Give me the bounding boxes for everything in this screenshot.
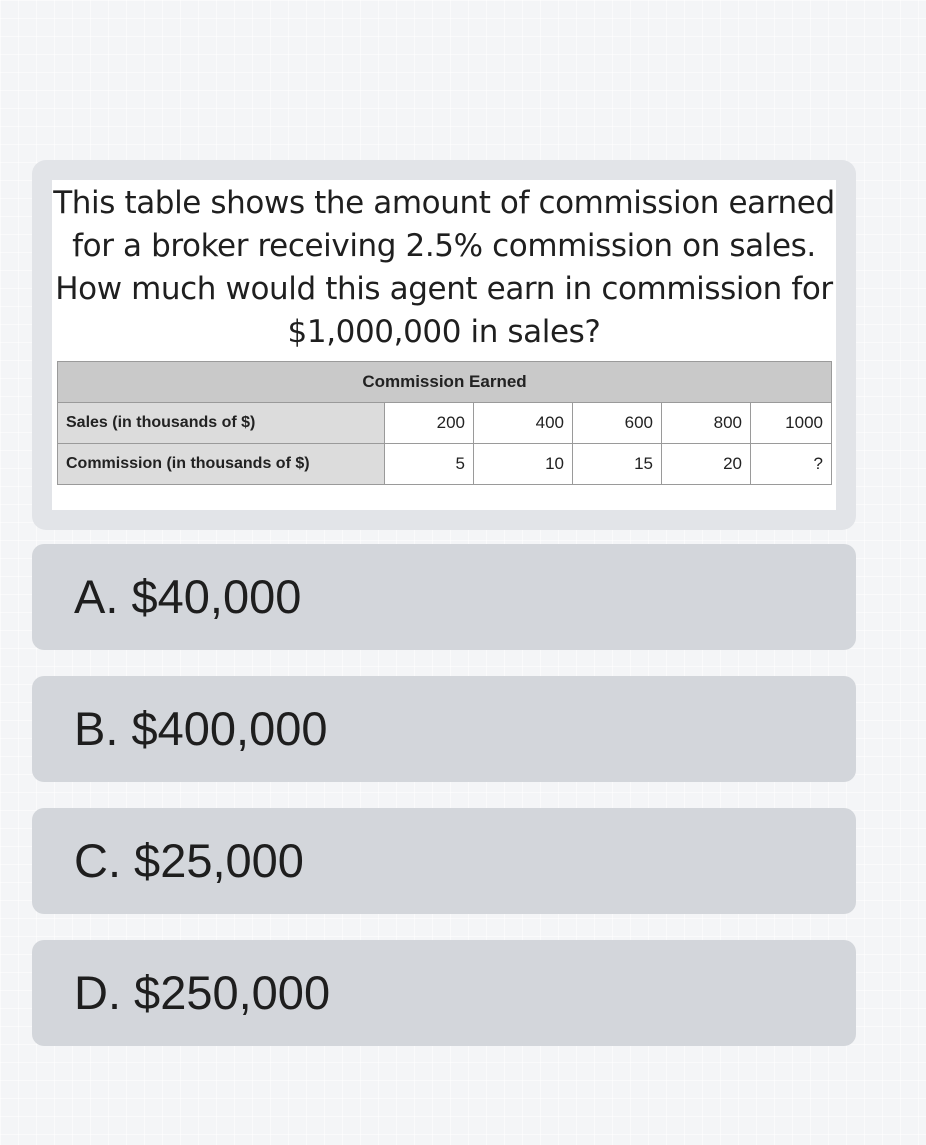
table-cell: ? xyxy=(751,444,832,485)
table-cell: 1000 xyxy=(751,403,832,444)
table-row xyxy=(58,444,832,485)
answer-option-label: D. $250,000 xyxy=(74,966,331,1019)
commission-table xyxy=(57,361,832,485)
question-image xyxy=(52,180,836,510)
question-card xyxy=(32,160,856,530)
question-text: This table shows the amount of commission earned for a broker receiving 2.5% commission on sales. How much would this agent earn in commission for $1,000,000 in sales? xyxy=(53,185,835,350)
answer-option-a[interactable] xyxy=(32,544,856,650)
table-caption-text: Commission Earned xyxy=(362,372,527,391)
table-cell: 15 xyxy=(573,444,662,485)
row-header-sales: Sales (in thousands of $) xyxy=(58,403,385,444)
table-cell: 200 xyxy=(385,403,474,444)
row-header-commission: Commission (in thousands of $) xyxy=(58,444,385,485)
table-caption xyxy=(58,362,832,403)
table-cell: 5 xyxy=(385,444,474,485)
answer-option-label: A. $40,000 xyxy=(74,570,302,623)
answer-option-label: B. $400,000 xyxy=(74,702,328,755)
answer-option-b[interactable] xyxy=(32,676,856,782)
table-cell: 600 xyxy=(573,403,662,444)
table-cell: 400 xyxy=(474,403,573,444)
table-row xyxy=(58,403,832,444)
table-cell: 800 xyxy=(662,403,751,444)
answer-option-d[interactable] xyxy=(32,940,856,1046)
table-cell: 20 xyxy=(662,444,751,485)
answer-option-label: C. $25,000 xyxy=(74,834,304,887)
commission-table-wrap xyxy=(57,361,831,485)
answer-option-c[interactable] xyxy=(32,808,856,914)
table-caption-row xyxy=(58,362,832,403)
table-cell: 10 xyxy=(474,444,573,485)
